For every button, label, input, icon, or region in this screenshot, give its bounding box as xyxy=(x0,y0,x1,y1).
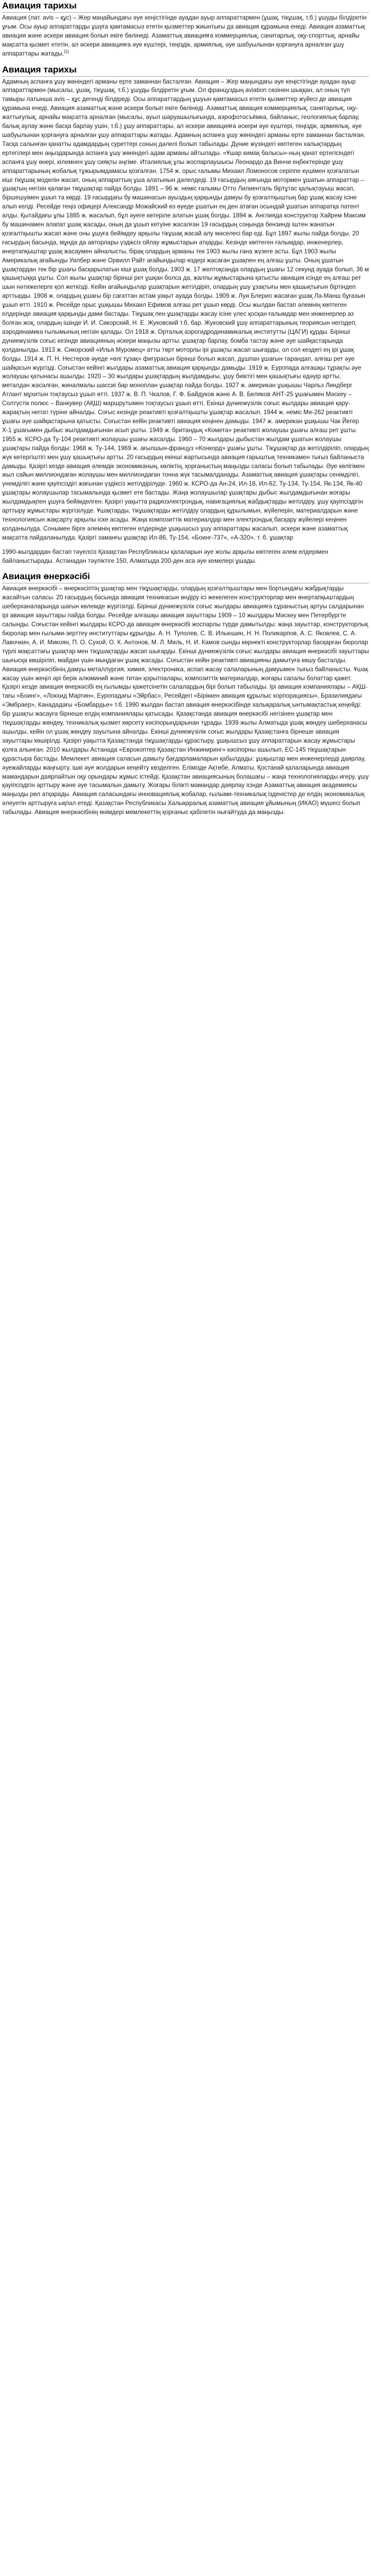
article xyxy=(0,0,371,817)
section-industry xyxy=(2,571,369,817)
section-intro xyxy=(2,0,369,59)
section-paragraph: Адамның аспанға ұшу жөніндегі арманы ерте заманнан басталған. Авиация – Жер маңындағы әуе кеңістігінде ауадан ауыр аппараттармен (мысалы, ұшақ, тікұшақ, т.б.) ұшуды білдіретін ұғым. Ол француздың aviation сөзінен шыққан, ал оның түп тамыры латынша avis – құс дегенді білдіреді. Осы аппараттардың ұшуын қамтамасыз ететін қызметтер жүйесі де авиация құрамына енеді. Авиация азаматтық және әскери болып екіге бөлінеді. Азаматтық авиация коммерциялық, санитарлық, оқу-жаттығулық, арнайы мақсатта арналған (мысалы, ауыл шаруашылығында, аэрофотосъёмка, байланыс, геологиялық барлау, балық аулау және басқа барлау ушін, т.б.) ұшу аппараттары, ал әскери авиацияға әскери әуе күштері, теңіздік, армиялық, әуе шабуылынан қорғануға арналған ұшу аппараттары жатады. Адамның аспанға ұшу жөніндегі арманы ерте заманнан басталған. Тасқа салынған қанатты адамдардың суреттері соның дәлелі болып табылады. Дүние жүзіндегі көптеген халықтардың ертегілері мен аңыздарында аспанға ұшу жөніндегі адам арманы айтылады. «Ұшар кимақ балысы»-ның қанат ертегісіндегі аспанға ұшу өнері, кілемнен ұшу сияқты әңгіме. Италиялық ұлы жоспарлаушысы Леонардо да Винчи еңбектерінде ұшу аппараттарының жобалық тұжырымдамасы қозғалған. 1754 ж. орыс ғалымы Михаил Ломоносов серіппе күшімен қозғалатын кіші тікұшақ моделін жасап, оның аппараттың ұша алатынын дәлелдеді. 19 ғасырдың аяғында мотормен ұшатын аппараттар – ұшақтың негізін қалаған тікұшақтар пайда болды. 1891 – 96 ж. неміс ғалымы Отто Лилиенталь біртұтас қалықтауыш жасап, біршешуімен ұшып та көрді. 19 ғасырдағы бу машинасын ауыздың қарқынды дамуы бу қозғалтқыштың бар ұшақ жасау ісіне алып келді. Ресейде теңіз офицері Александр Можайский өз өуеде ұшатын ең ден атаған осындай ұшатын аппаратқа патент алды. Қытайдағы ұлы 1885 ж. жасалып, бұл әуеге көтеріле алатын ұшақ болды. 1894 ж. Англияда конструктор Хайрем Максим бу машинамен алапат ұшақ жасады, оның да ұшып кетуіне жасалған 19 ғасырдың соңында бензинді іштен жанатын қозғалтқышты жасап және оны ұшуға бейімдеу арқылы тікұшақ жасай алу мәселесі бар еді. Бұл 1897 жылы пайда болды. 20 ғасырдың басында, мұнда да авторлары үздіксіз ойлау жұмыстарын атқарды. Кезінде көптеген ғалымдар, инженерлер, өнертапқыштар ұшақ жасаумен айналысты, бірақ олардың арманы тек 1903 жылы ғана жүзеге асты. Бұл 1903 жылы Америкалық ағайынды Уилбер және Орвилл Райт ағайындылар өздері жасаған ұшақпен ең алғаш ұшты. Оның ұшатын ұшақтардан тек бір ұшағы басқарылатын кіші ұшақ болды. 1903 ж. 17 желтоқсанда олардың ұшағы 12 секунд ауада болып, 36 м қашықтыққа ұшты. Сол жылы ұшақтар бірінші рет ұшқан болса да, жалпы жұмыстарына қатысты авиация ісінде ең алғаш рет шын нәтижелерге қол жеткізді. Кейін ағайындылар ұшақтарын жетілдіріп, олардың ұшу ұзақтығы мен қашықтығын біртіндеп арттырды. 1908 ж. олардың ұшағы бір сағаттан астам уақыт ауада болды. 1909 ж. Луи Блерио жасаған ұшақ Ла-Манш бұғазын ұшып өтті. 1910 ж. Ресейде орыс ұшқышы Михаил Ефимов алғаш рет ұшып көрді. Осы жылдан бастап әлемнің көптеген елдерінде авиация қарқынды дами бастады. Тікұшақ пен ұшақтарды жасау ісіне үлес қосқан ғалымдар мен инженерлер аз болған жоқ, олардың ішінде И. И. Сикорский, Н. Е. Жуковский т.б. бар. Жуковский ұшу аппараттарының теориясын негіздеп, аэродинамика ғылымының негізін қалады. Ол 1918 ж. Орталық аэрогидродинамикалық институтты (ЦАГИ) құрды. Бірінші дүниежүзілік соғыс кезінде авиацияның әскери маңызы артты: ұшақтар барлау, бомба тастау және әуе шайқастарында қолданылды. 1913 ж. Сикорский «Илья Муромец» атты төрт моторлы ірі ұшақты жасап шығарды, ол сол кездегі ең ірі ұшақ болды. 1914 ж. П. Н. Нестеров әуеде «өлі тұзақ» фигурасын бірінші болып жасап, дұшпан ұшағын тарандап, алғаш рет әуе шайқасын жүргізді. Соғыстан кейінгі жылдары азаматтық авиация қарқынды дамыды. 1919 ж. Еуропада алғашқы тұрақты әуе жолаушы қатынасы ашылды. 1920 – 30 жылдары ұшақтардың жылдамдығы, ұшу биіктігі мен қашықтығы едәуір артты, металдан жасалған, жиналмалы шассиі бар моноплан ұшақтар пайда болды. 1927 ж. американ ұшқышы Чарльз Линдберг Атлант мұхитын тоқтаусыз ұшып өтті. 1937 ж. В. П. Чкалов, Г. Ф. Байдуков және А. В. Беляков АНТ-25 ұшағымен Мәскеу – Солтүстік полюс – Ванкувер (АҚШ) маршрутымен тоқтаусыз ұшып өтті. Екінші дүниежүзілік соғыс жылдары авиация қару-жарақтың негізгі түріне айналды. Соғыс кезінде реактивті қозғалтқышты ұшақтар жасалып, 1944 ж. неміс Ме-262 реактивті ұшағы әуе шайқастарына қатысты. Соғыстан кейін реактивті авиация кеңінен дамыды. 1947 ж. американ ұшқышы Чак Йегер Х-1 ұшағымен дыбыс жылдамдығынан асып ұшты. 1949 ж. британдық «Комета» реактивті жолаушы ұшағы алғаш рет ұшты. 1955 ж. КСРО-да Ту-104 реактивті жолаушы ұшағы жасалды. 1960 – 70 жылдары дыбыстан жылдам ұшатын жолаушы ұшақтары пайда болды: 1968 ж. Ту-144, 1969 ж. ағылшын-француз «Конкорд» ұшағы ұшты. Тікұшақтар да жетілдіріліп, олардың жүк көтергіштігі мен ұшу қашықтығы артты. 20 ғасырдың екінші жартысында авиация ғарыштық техникамен тығыз байланыста дамыды. Қазіргі кезде авиация әлемдік экономиканың, көліктің, қорғаныстың маңызды саласы болып табылады. Әуе көлігімен жыл сайын миллиондаған жолаушы мен миллиондаған тонна жүк тасымалданады. Азаматтық авиация ұшақтары сенімділігі, үнемділігі және қауіпсіздігі жағынан үздіксіз жетілдірілуде. 1960 ж. КСРО-да Ан-24, Ил-18, Ил-62, Ту-134, Ту-154, Як-134, Як-40 ұшақтары жолаушылар тасымалында қызмет ете бастады. Жаңа жолаушылар ұшақтары дыбыс жылдамдығынан жоғары жылдамдықпен ұшуға бейімделген. Қазіргі уақытта радиоэлектрондық, навигациялық жабдықтарды жетілдіру, ұшу қауіпсіздігін арттыру жұмыстары жүргізілуде. Ұшақтарды, тікұшақтарды жетілдіру олардың құрылымын, жүйелерін, материалдарын және технологиясын жақсарту арқылы іске асады. Жаңа композиттік материалдар мен электрондық басқару жүйелері кеңінен қолданылуда. Сонымен бірге әлемнің көптеген елдерінде ұшқышсыз ұшу аппараттары жасалып, әскери және азаматтық мақсатта пайдаланылуда. Қазіргі заманғы ұшақтар Ил-86, Ту-154, «Боинг-737», «A-320», т. б. ұшақтар xyxy=(2,78,369,541)
section-paragraph: Авиация (лат. avis – құс) – Жер маңайындағы әуе кеңістігінде ауадан ауыр аппараттармен (ұшақ, тікұшақ, т.б.) ұшуды білдіретін ұғым. Осы ауыр аппараттарды ұшуға қамтамасыз ететін қызметтер жиынтығы да авиация құрамына енеді. Авиация азаматтық авиация және әскери авиация болып екіге бөлінеді. Азаматтық авиацияға коммерциялық, санитарлық, оқу-спорттық, арнайы мақсатта қызмет ететін, ал әскери авиацияға әуе күштері, теңіздік, армиялық, әуе шабуылынан қорғануға арналған ұшу аппараттары жатады.[1] xyxy=(2,14,367,57)
section-heading: Авиация өнеркәсібі xyxy=(2,571,369,583)
section-heading: Авиация тарихы xyxy=(2,64,369,77)
section-paragraph: 1990-жылдардан бастап тәуелсіз Қазақстан Республикасы қалаларын әуе жолы арқылы көптеген әлем елдерімен байланыстырады. Астанадан тәуліктіге 150, Алматыда 200-ден аса әуе кемелері ұшады. xyxy=(2,548,328,564)
footnote-ref[interactable]: [1] xyxy=(64,49,69,54)
section-paragraph: Авиация өнеркәсібі – өнеркәсіптің ұшақтар мен тікұшақтарды, олардың қозғалтқыштары мен бортындағы жабдықтарды жасайтын саласы. 20 ғасырдың басында авиация техникасын өндіру ісі жекелеген конструкторлар мен өнертапқыштардың шеберханаларында шағын көлемде жүргізілді. Бірінші дүниежүзілік соғыс жылдары авиацияға сұраныстың артуы салдарынан ірі авиация зауыттары пайда болды. Ресейде алғашқы авиация зауыттары 1909 – 10 жылдары Мәскеу мен Петербургте салынды. Соғыстан кейінгі жылдары КСРО-да авиация өнеркәсібі жоспарлы түрде дамытылды: жаңа зауыттар, конструкторлық бюролар мен ғылыми-зерттеу институттары құрылды. А. Н. Туполев, С. В. Ильюшин, Н. Н. Поликарпов, А. С. Яковлев, С. А. Лавочкин, А. И. Микоян, П. О. Сухой, О. К. Антонов, М. Л. Миль, Н. И. Камов сынды көрнекті конструкторлар басқарған бюролар түрлі мақсаттағы ұшақтар мен тікұшақтарды жасап шығарды. Екінші дүниежүзілік соғыс жылдары авиация өнеркәсібі зауыттары шығысқа көшіріліп, майдан үшін мыңдаған ұшақ жасады. Соғыстан кейін реактивті авиацияны дамытуға көшу басталды. Авиация өнеркәсібінің дамуы металлургия, химия, электроника, аспап жасау салаларының дамуымен тығыз байланысты. Ұшақ жасау үшін жеңіл әрі берік алюминий және титан қорытпалары, композиттік материалдар, жоғары сапалы болаттар қажет. Қазіргі кезде авиация өнеркәсібі ең ғылымды қажетсінетін салалардың бірі болып табылады. Ірі авиация компаниялары – АҚШ-тағы «Боинг», «Локхид Мартин», Еуропадағы «Эйрбас», Ресейдегі «Біріккен авиация құрылыс корпорациясы», Бразилиядағы «Эмбраер», Канададағы «Бомбардье» т.б. 1990 жылдан бастап авиация өнеркәсібінде халықаралық ынтымақтастық кеңейді: бір ұшақты жасауға бірнеше елдің компаниялары қатысады. Қазақстанда авиация өнеркәсібі негізінен ұшақтар мен тікұшақтарды жөндеу, техникалық қызмет көрсету кәсіпорындарынан тұрады. 1939 жылы Алматыда ұшақ жөндеу шеберханасы ашылды, кейін ол ұшақ жөндеу зауытына айналды. Екінші дүниежүзілік соғыс жылдары Қазақстанға бірнеше авиация зауыттары көшірілді. Қазіргі уақытта Қазақстанда тікұшақтарды құрастыру, ұшқышсыз ұшу аппараттарын жасау жұмыстары қолға алынған. 2010 жылдары Астанада «Еврокоптер Қазақстан Инжиниринг» кәсіпорны ашылып, ЕС-145 тікұшақтарын құрастыра бастады. Мемлекет авиация саласын дамыту бағдарламаларын қабылдады: ұшқыштар мен инженерлерді даярлау, әуежайларды жаңғырту, ішкі әуе жолдарын кеңейту көзделген. Елімізде Ақтөбе, Алматы, Қостанай қалаларында авиация мамандарын даярлайтын оқу орындары жұмыс істейді. Қазақстан авиациясының болашағы – жаңа технологияларды игеру, ұшу қауіпсіздігін арттыру және әуе тасымалын дамыту. Жоғары білікті мамандар даярлау ісінде Азаматтық авиация академиясы маңызды рөл атқарады. Авиация саласындағы инновациялық жобалар, ғылыми-техникалық ізденістер де елдің экономикалық әлеуетін арттыруға ықпал етеді. Қазақстан Республикасы Халықаралық азаматтық авиация ұйымының (ИКАО) мүшесі болып табылады. Авиация өнеркәсібінің өнімдері мемлекеттің қорғаныс қабілетін нығайтуда да маңызды. xyxy=(2,585,369,816)
section-kazakhstan xyxy=(2,548,369,566)
section-history xyxy=(2,64,369,543)
section-heading: Авиация тарихы xyxy=(2,0,369,13)
